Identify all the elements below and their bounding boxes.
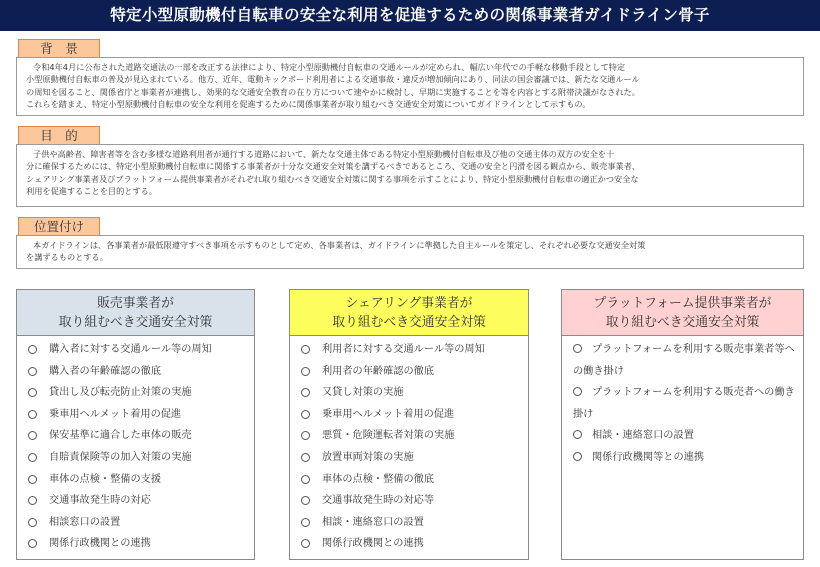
list-item: 相談・連絡窓口の設置 — [573, 425, 795, 447]
list-item: 悪質・危険運転者対策の実施 — [301, 425, 528, 447]
circle-bullet-icon — [28, 388, 37, 397]
list-item: 車体の点検・整備の徹底 — [301, 469, 528, 491]
list-item: プラットフォームを利用する販売事業者等への働き掛け — [573, 344, 795, 377]
circle-bullet-icon — [301, 496, 310, 505]
circle-bullet-icon — [301, 388, 310, 397]
column-heading-line: シェアリング事業者が — [345, 296, 473, 311]
circle-bullet-icon — [301, 345, 310, 354]
section-box-background — [16, 57, 804, 116]
circle-bullet-icon — [28, 518, 37, 527]
column-heading-line: 取り組むべき交通安全対策 — [332, 315, 486, 330]
section-text-line: 利用を促進することを目的とする。 — [26, 186, 158, 197]
circle-bullet-icon — [28, 539, 37, 548]
circle-bullet-icon — [573, 387, 582, 396]
section-text-line: 小型原動機付自転車の普及が見込まれている。他方、近年、電動キックボード利用者による交通事故・違反が増加傾向にあり、同法の国会審議では、新たな交通ルール — [26, 74, 640, 85]
circle-bullet-icon — [28, 453, 37, 462]
column-heading-sharing — [289, 289, 529, 336]
section-label-positioning: 位置付け — [18, 217, 100, 236]
circle-bullet-icon — [28, 367, 37, 376]
circle-bullet-icon — [301, 475, 310, 484]
circle-bullet-icon — [301, 539, 310, 548]
list-item: 乗車用ヘルメット着用の促進 — [301, 404, 528, 426]
circle-bullet-icon — [301, 431, 310, 440]
list-item: 乗車用ヘルメット着用の促進 — [28, 404, 254, 426]
list-item: 自賠責保険等の加入対策の実施 — [28, 447, 254, 469]
section-label-purpose: 目 的 — [18, 126, 100, 145]
section-text-line: 分に確保するためには、特定小型原動機付自転車に関係する事業者が十分な交通安全対策を講ずるべきであるところ、交通の安全と円滑を図る観点から、販売事業者、 — [26, 161, 641, 172]
column-heading-line: 販売事業者が — [97, 296, 174, 311]
section-box-positioning — [16, 235, 804, 269]
circle-bullet-icon — [573, 430, 582, 439]
column-heading-line: 取り組むべき交通安全対策 — [605, 315, 760, 330]
list-item: 貸出し及び転売防止対策の実施 — [28, 382, 254, 404]
column-list-sales — [16, 336, 255, 560]
circle-bullet-icon — [28, 475, 37, 484]
section-text-line: これらを踏まえ、特定小型原動機付自転車の安全な利用を促進するために関係事業者が取り組むべき交通安全対策についてガイドラインとして示すもの。 — [26, 99, 591, 110]
circle-bullet-icon — [28, 410, 37, 419]
list-item: プラットフォームを利用する販売者への働き掛け — [573, 387, 795, 420]
circle-bullet-icon — [28, 496, 37, 505]
circle-bullet-icon — [301, 518, 310, 527]
section-text-line: の周知を図ること、関係省庁と事業者が連携し、効果的な交通安全教育の在り方について速やかに検討し、早期に実施することを等を内容とする附帯決議がなされた。 — [26, 86, 640, 97]
circle-bullet-icon — [573, 452, 582, 461]
list-item: 相談窓口の設置 — [28, 512, 254, 534]
circle-bullet-icon — [573, 344, 582, 353]
list-item: 車体の点検・整備の支援 — [28, 469, 254, 491]
list-item: 放置車両対策の実施 — [301, 447, 528, 469]
circle-bullet-icon — [28, 345, 37, 354]
list-item: 交通事故発生時の対応 — [28, 490, 254, 512]
column-heading-line: プラットフォーム提供事業者が — [593, 296, 772, 311]
list-item: 購入者の年齢確認の徹底 — [28, 361, 254, 383]
section-box-purpose — [16, 144, 804, 207]
circle-bullet-icon — [28, 431, 37, 440]
section-text-line: シェアリング事業者及びプラットフォーム提供事業者がそれぞれ取り組むべき交通安全対策に関する事項を示すことにより、特定小型原動機付自転車の適正かつ安全な — [26, 173, 639, 184]
list-item: 保安基準に適合した車体の販売 — [28, 425, 254, 447]
page-title: 特定小型原動機付自転車の安全な利用を促進するための関係事業者ガイドライン骨子 — [0, 0, 820, 31]
list-item: 関係行政機関との連携 — [28, 533, 254, 555]
circle-bullet-icon — [301, 367, 310, 376]
column-list-sharing — [289, 336, 529, 560]
list-item: 利用者の年齢確認の徹底 — [301, 361, 528, 383]
column-list-platform — [561, 336, 804, 560]
column-heading-platform — [561, 289, 804, 336]
list-item: 購入者に対する交通ルール等の周知 — [28, 339, 254, 361]
section-text-line: 本ガイドラインは、各事業者が最低限遵守すべき事項を示すものとして定め、各事業者は、ガイドラインに準拠した自主ルールを策定し、それぞれ必要な交通安全対策 — [33, 240, 646, 250]
section-text-line: 子供や高齢者、障害者等を含む多様な道路利用者が通行する道路において、新たな交通主体である特定小型原動機付自転車及び他の交通主体の双方の安全を十 — [33, 149, 615, 159]
section-label-background: 背 景 — [18, 39, 100, 58]
column-heading-line: 取り組むべき交通安全対策 — [58, 315, 213, 330]
circle-bullet-icon — [301, 410, 310, 419]
list-item: 関係行政機関との連携 — [301, 533, 528, 555]
section-text-line: 令和4年4月に公布された道路交通法の一部を改正する法律により、特定小型原動機付自転車の交通ルールが定められ、幅広い年代での手軽な移動手段として特定 — [33, 62, 626, 72]
list-item: 利用者に対する交通ルール等の周知 — [301, 339, 528, 361]
list-item: 交通事故発生時の対応等 — [301, 490, 528, 512]
list-item: 又貸し対策の実施 — [301, 382, 528, 404]
list-item: 相談・連絡窓口の設置 — [301, 512, 528, 534]
section-text-line: を講ずるものとする。 — [26, 252, 108, 263]
list-item: 関係行政機関等との連携 — [573, 447, 795, 469]
column-heading-sales — [16, 289, 255, 336]
circle-bullet-icon — [301, 453, 310, 462]
